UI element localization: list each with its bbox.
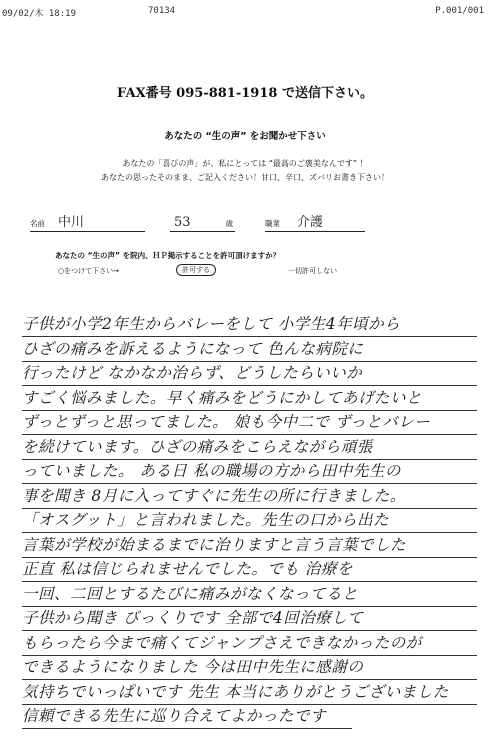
handwritten-line: 子供から聞き びっくりです 全部で4回治療して — [22, 606, 477, 631]
permission-question: あなたの “生の声” を院内、ＨＰ掲示することを許可頂けますか？ — [55, 251, 281, 260]
job-field — [265, 213, 365, 232]
handwritten-line: を続けています。ひざの痛みをこらえながら頑張 — [22, 435, 477, 460]
handwritten-line: 信頼できる先生に巡り合えてよかったです — [22, 704, 352, 729]
job-label: 職業 — [265, 219, 280, 228]
handwritten-line: 気持ちでいっぱいです 先生 本当にありがとうございました — [22, 680, 477, 705]
handwritten-line: 「オスグット」と言われました。先生の口から出た — [22, 508, 477, 533]
permission-allow-option: 許可する — [176, 264, 216, 276]
age-value: 53 — [174, 215, 191, 230]
fax-datetime: 09/02/木 18:19 — [2, 9, 77, 19]
intro-line: あなたの「喜びの声」が、私にとっては “最高のご褒美なんです” ！ — [122, 159, 368, 168]
handwritten-line: 子供が小学2年生からバレーをして 小学生4年頃から — [22, 312, 477, 337]
fax-header — [0, 6, 490, 20]
handwritten-line: 行ったけど なかなか治らず、どうしたらいいか — [22, 361, 477, 386]
name-value: 中川 — [58, 215, 85, 230]
handwritten-line: できるようになりました 今は田中先生に感謝の — [22, 655, 477, 680]
age-label: 歳 — [225, 219, 233, 228]
handwritten-line: もらったら今まで痛くてジャンプさえできなかったのが — [22, 631, 477, 656]
name-label: 名前 — [30, 219, 45, 228]
handwritten-line: ひざの痛みを訴えるようになって 色んな病院に — [22, 337, 477, 362]
subtitle: あなたの “生の声” をお聞かせ下さい — [164, 131, 326, 142]
handwritten-line: 言葉が学校が始まるまでに治りますと言う言葉でした — [22, 533, 477, 558]
permission-options — [58, 266, 388, 280]
job-value: 介護 — [297, 215, 324, 230]
permission-deny-option: 一切許可しない — [288, 267, 337, 275]
handwritten-line: ずっとずっと思ってました。 娘も今中二で ずっとバレー — [22, 410, 477, 435]
handwritten-line: 正直 私は信じられませんでした。でも 治療を — [22, 557, 477, 582]
age-field — [170, 213, 235, 232]
fax-instruction-title: FAX番号 095-881-1918 で送信下さい。 — [117, 86, 373, 101]
respondent-fields — [30, 214, 360, 232]
handwritten-line: すごく悩みました。早く痛みをどうにかしてあげたいと — [22, 386, 477, 411]
fax-page: P.001/001 — [435, 6, 484, 16]
handwritten-line: っていました。 ある日 私の職場の方から田中先生の — [22, 459, 477, 484]
fax-number: 70134 — [148, 6, 176, 16]
name-field — [30, 213, 145, 232]
intro-line: あなたの思ったそのまま、ご記入ください！甘口、辛口、ズバリお書き下さい！ — [101, 173, 389, 182]
intro-text — [0, 157, 490, 185]
handwritten-line: 一回、二回とするたびに痛みがなくなってると — [22, 582, 477, 607]
handwritten-line: 事を聞き 8月に入ってすぐに先生の所に行きました。 — [22, 484, 477, 509]
permission-instruction: ○をつけて下さい→ — [58, 267, 119, 275]
